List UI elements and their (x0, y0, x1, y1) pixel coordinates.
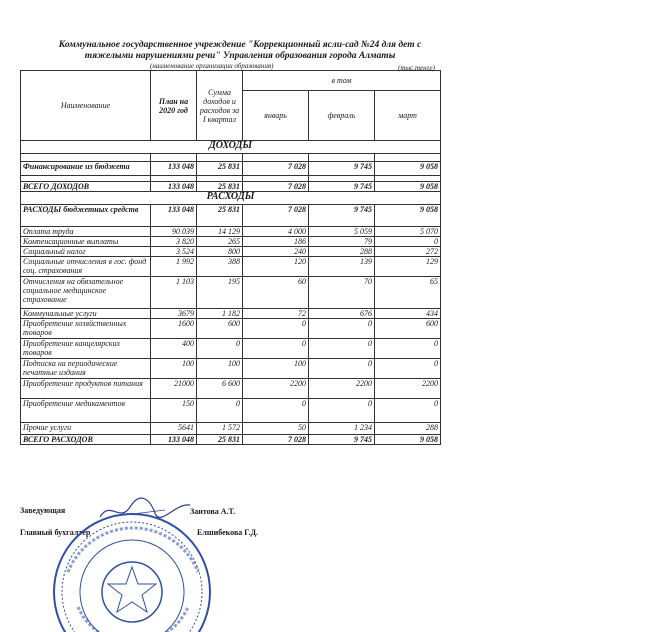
cell-jan: 0 (243, 319, 309, 339)
expense-row (21, 205, 441, 227)
cell-feb: 9 745 (309, 205, 375, 227)
cell-jan: 7 028 (243, 205, 309, 227)
expense-row (21, 257, 441, 277)
cell-plan: 400 (151, 339, 197, 359)
cell-mar: 9 058 (375, 162, 441, 176)
expense-total-row (21, 435, 441, 445)
cell-feb: 0 (309, 319, 375, 339)
cell-feb: 0 (309, 359, 375, 379)
cell-q1: 388 (197, 257, 243, 277)
cell-mar: 0 (375, 399, 441, 423)
cell-name: Приобретение продуктов питания (21, 379, 151, 399)
cell-mar: 9 058 (375, 435, 441, 445)
expense-row (21, 277, 441, 309)
expense-row (21, 379, 441, 399)
cell-name: Приобретение медикаментов (21, 399, 151, 423)
cell-mar: 129 (375, 257, 441, 277)
cell-q1: 25 831 (197, 205, 243, 227)
cell-mar: 0 (375, 237, 441, 247)
cell-feb: 1 234 (309, 423, 375, 435)
accountant-name: Елшибекова Г.Д. (197, 528, 258, 537)
cell-plan: 133 048 (151, 435, 197, 445)
expense-row (21, 237, 441, 247)
cell-q1: 800 (197, 247, 243, 257)
cell-plan: 133 048 (151, 182, 197, 192)
cell-feb: 139 (309, 257, 375, 277)
cell-feb: 676 (309, 309, 375, 319)
cell-name: Социальный налог (21, 247, 151, 257)
cell-jan: 4 000 (243, 227, 309, 237)
org-title-line1: Коммунальное государственное учреждение "Коррекционный ясли-сад №24 для дет с (58, 40, 422, 50)
cell-q1: 1 182 (197, 309, 243, 319)
expense-row (21, 399, 441, 423)
cell-name: Компенсационные выплаты (21, 237, 151, 247)
expense-row (21, 227, 441, 237)
cell-q1: 25 831 (197, 435, 243, 445)
cell-name: ВСЕГО ДОХОДОВ (21, 182, 151, 192)
col-q1-header: Сумма доходов и расходов за I квартал (197, 71, 243, 141)
col-name-header: Наименование (21, 71, 151, 141)
cell-jan: 7 028 (243, 162, 309, 176)
cell-jan: 50 (243, 423, 309, 435)
cell-jan: 72 (243, 309, 309, 319)
cell-plan: 100 (151, 359, 197, 379)
cell-mar: 9 058 (375, 182, 441, 192)
cell-feb: 9 745 (309, 162, 375, 176)
cell-jan: 120 (243, 257, 309, 277)
cell-plan: 133 048 (151, 205, 197, 227)
expense-row (21, 319, 441, 339)
cell-name: Приобретение канцелярских товаров (21, 339, 151, 359)
cell-jan: 7 028 (243, 435, 309, 445)
accountant-title: Главный бухгалтер (20, 528, 91, 537)
cell-q1: 265 (197, 237, 243, 247)
cell-name: Финансирование из бюджета (21, 162, 151, 176)
expense-row (21, 423, 441, 435)
cell-feb: 2200 (309, 379, 375, 399)
cell-plan: 150 (151, 399, 197, 423)
cell-mar: 5 070 (375, 227, 441, 237)
cell-jan: 2200 (243, 379, 309, 399)
income-row (21, 162, 441, 176)
expense-row (21, 309, 441, 319)
cell-jan: 0 (243, 399, 309, 423)
cell-feb: 9 745 (309, 435, 375, 445)
cell-name: Прочие услуги (21, 423, 151, 435)
cell-jan: 240 (243, 247, 309, 257)
cell-feb: 9 745 (309, 182, 375, 192)
cell-q1: 25 831 (197, 182, 243, 192)
income-total-row (21, 182, 441, 192)
col-jan-header: январь (243, 91, 309, 141)
cell-plan: 3 820 (151, 237, 197, 247)
cell-mar: 434 (375, 309, 441, 319)
cell-feb: 5 059 (309, 227, 375, 237)
head-name: Заитова А.Т. (190, 507, 236, 516)
cell-mar: 9 058 (375, 205, 441, 227)
cell-q1: 14 129 (197, 227, 243, 237)
cell-plan: 21000 (151, 379, 197, 399)
cell-jan: 7 028 (243, 182, 309, 192)
cell-feb: 0 (309, 399, 375, 423)
col-mar-header: март (375, 91, 441, 141)
cell-name: Социальные отчисления в гос. фонд соц. страхования (21, 257, 151, 277)
cell-jan: 60 (243, 277, 309, 309)
cell-q1: 0 (197, 399, 243, 423)
org-subtitle: (наименование организации образования) (150, 62, 274, 70)
org-title-line2: тяжелыми нарушениями речи" Управления образования города Алматы (84, 51, 396, 61)
cell-mar: 600 (375, 319, 441, 339)
expense-section-title: РАСХОДЫ (21, 192, 441, 205)
cell-jan: 100 (243, 359, 309, 379)
cell-mar: 2200 (375, 379, 441, 399)
cell-jan: 186 (243, 237, 309, 247)
head-title: Заведующая (20, 506, 66, 515)
cell-name: Оплата труда (21, 227, 151, 237)
cell-mar: 65 (375, 277, 441, 309)
cell-plan: 3679 (151, 309, 197, 319)
cell-name: Коммунальные услуги (21, 309, 151, 319)
official-stamp (38, 512, 226, 632)
income-section-title: ДОХОДЫ (21, 141, 441, 154)
cell-name: ВСЕГО РАСХОДОВ (21, 435, 151, 445)
cell-feb: 288 (309, 247, 375, 257)
cell-plan: 1 103 (151, 277, 197, 309)
cell-q1: 6 600 (197, 379, 243, 399)
cell-q1: 0 (197, 339, 243, 359)
cell-name: Подписка на периодические печатные издания (21, 359, 151, 379)
cell-plan: 1600 (151, 319, 197, 339)
expense-row (21, 339, 441, 359)
cell-q1: 100 (197, 359, 243, 379)
cell-q1: 1 572 (197, 423, 243, 435)
budget-table (20, 70, 441, 445)
cell-plan: 3 524 (151, 247, 197, 257)
cell-mar: 0 (375, 339, 441, 359)
cell-plan: 133 048 (151, 162, 197, 176)
col-feb-header: февраль (309, 91, 375, 141)
cell-mar: 272 (375, 247, 441, 257)
cell-q1: 195 (197, 277, 243, 309)
col-incl-header: в том (243, 71, 441, 91)
cell-plan: 90 039 (151, 227, 197, 237)
cell-feb: 0 (309, 339, 375, 359)
cell-mar: 288 (375, 423, 441, 435)
cell-plan: 1 992 (151, 257, 197, 277)
cell-name: Приобретение хозяйственных товаров (21, 319, 151, 339)
cell-jan: 0 (243, 339, 309, 359)
cell-q1: 600 (197, 319, 243, 339)
expense-row (21, 247, 441, 257)
col-plan-header: План на 2020 год (151, 71, 197, 141)
cell-name: РАСХОДЫ бюджетных средств (21, 205, 151, 227)
unit-label: (тыс.тенге) (398, 64, 435, 72)
cell-feb: 79 (309, 237, 375, 247)
cell-q1: 25 831 (197, 162, 243, 176)
cell-name: Отчисления на обязательное социальное медицинское страхование (21, 277, 151, 309)
expense-row (21, 359, 441, 379)
cell-plan: 5641 (151, 423, 197, 435)
cell-mar: 0 (375, 359, 441, 379)
cell-feb: 70 (309, 277, 375, 309)
